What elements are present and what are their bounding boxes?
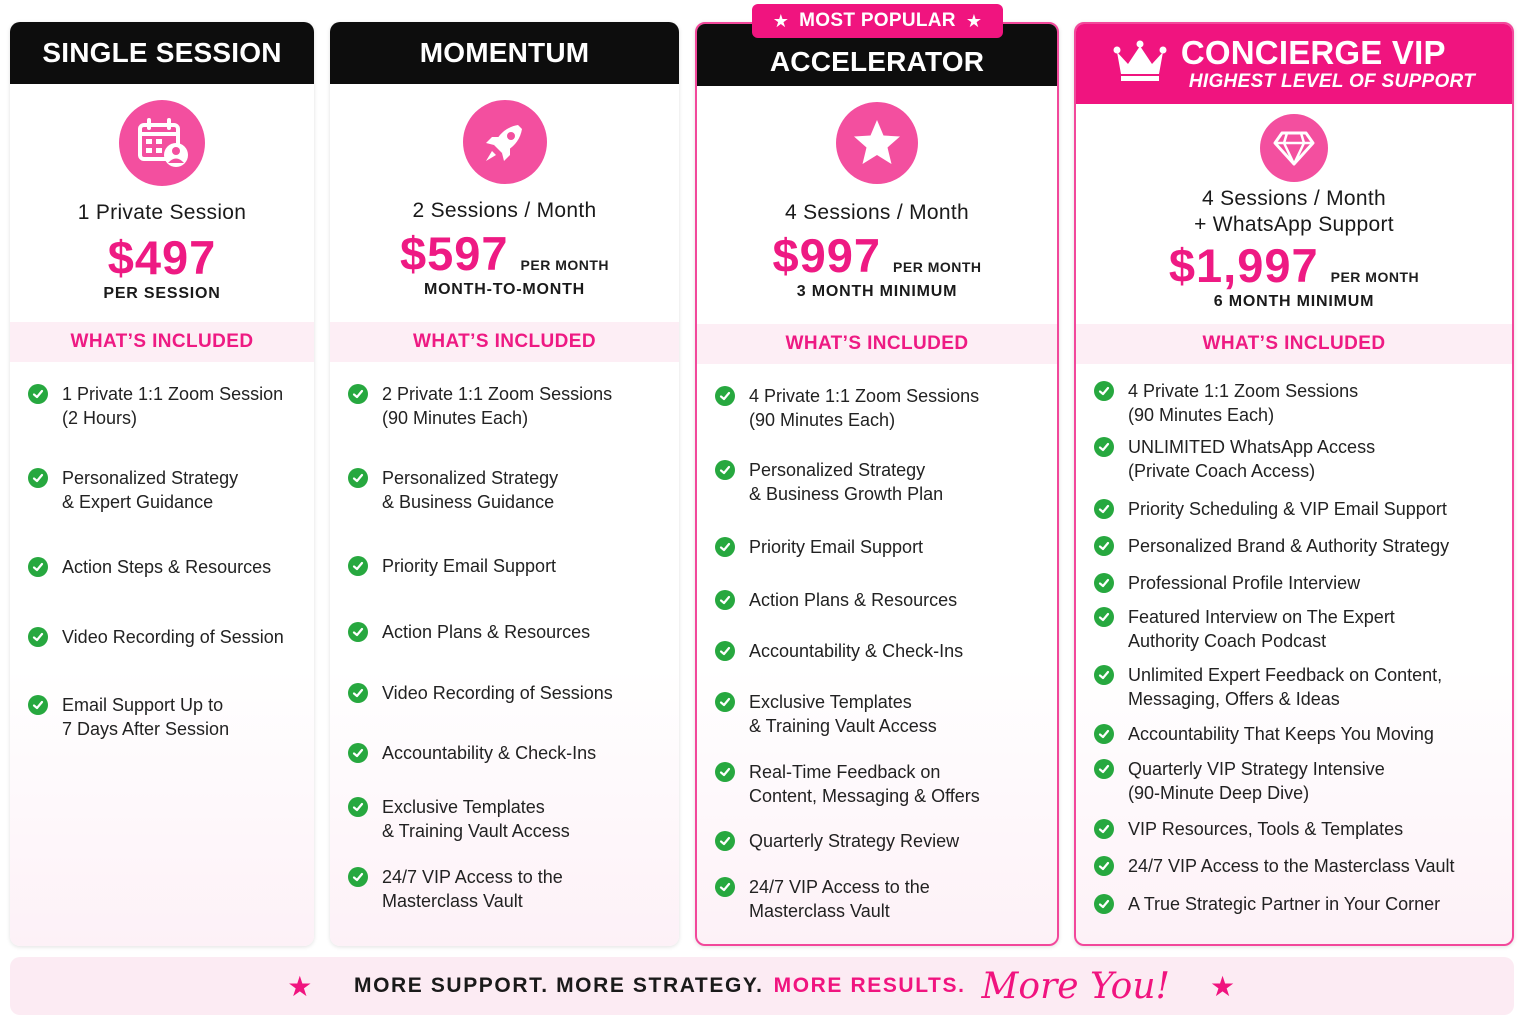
feature-item xyxy=(348,466,558,514)
whats-included-label: WHAT’S INCLUDED xyxy=(330,322,679,362)
feature-item xyxy=(715,588,957,612)
feature-item xyxy=(1094,854,1455,878)
check-icon xyxy=(715,762,735,782)
rocket-icon xyxy=(463,100,547,184)
plan-term: 6 MONTH MINIMUM xyxy=(1213,293,1375,310)
feature-item xyxy=(28,466,238,514)
feature-text: 2 Private 1:1 Zoom Sessions (90 Minutes Each) xyxy=(382,384,613,428)
check-icon xyxy=(28,384,48,404)
feature-item xyxy=(1094,817,1403,841)
feature-text: Video Recording of Session xyxy=(62,627,284,647)
plan-sessions: 4 Sessions / Month xyxy=(785,201,969,224)
check-icon xyxy=(715,641,735,661)
feature-item xyxy=(715,458,943,506)
check-icon xyxy=(1094,759,1114,779)
check-icon xyxy=(1094,381,1114,401)
feature-text: A True Strategic Partner in Your Corner xyxy=(1128,894,1441,914)
check-icon xyxy=(1094,819,1114,839)
plan-card-momentum[interactable] xyxy=(330,22,679,946)
check-icon xyxy=(348,622,368,642)
feature-text: 24/7 VIP Access to the Masterclass Vault xyxy=(1128,856,1455,876)
feature-item xyxy=(1094,571,1360,595)
feature-item xyxy=(1094,435,1375,483)
feature-item xyxy=(1094,892,1440,916)
check-icon xyxy=(1094,607,1114,627)
plan-per: PER MONTH xyxy=(1330,269,1420,285)
feature-text: Action Steps & Resources xyxy=(62,557,272,577)
feature-item xyxy=(1094,757,1385,805)
plan-title: SINGLE SESSION xyxy=(10,22,314,84)
feature-item xyxy=(715,829,959,853)
check-icon xyxy=(348,556,368,576)
check-icon xyxy=(28,557,48,577)
feature-text: Priority Email Support xyxy=(382,556,557,576)
feature-text: Professional Profile Interview xyxy=(1128,573,1361,593)
feature-text: Accountability & Check-Ins xyxy=(382,743,597,763)
feature-text: 4 Private 1:1 Zoom Sessions (90 Minutes Each) xyxy=(1128,381,1359,425)
check-icon xyxy=(715,692,735,712)
feature-text: 24/7 VIP Access to the Masterclass Vault xyxy=(749,877,930,921)
plan-card-single-session[interactable] xyxy=(10,22,314,946)
feature-item xyxy=(348,865,563,913)
plan-title: MOMENTUM xyxy=(330,22,679,84)
footer-script: More You! xyxy=(981,965,1170,1007)
feature-text: Action Plans & Resources xyxy=(749,590,958,610)
feature-item xyxy=(715,690,937,738)
feature-text: Priority Scheduling & VIP Email Support xyxy=(1128,499,1447,519)
feature-text: Priority Email Support xyxy=(749,537,924,557)
feature-item xyxy=(348,554,556,578)
crown-icon xyxy=(1113,40,1167,89)
plan-per: PER MONTH xyxy=(520,257,610,273)
star-icon: ★ xyxy=(287,970,314,1002)
check-icon xyxy=(715,831,735,851)
feature-text: Email Support Up to 7 Days After Session xyxy=(62,695,230,739)
feature-item xyxy=(28,693,229,741)
plan-title: ACCELERATOR xyxy=(697,24,1057,86)
check-icon xyxy=(348,384,368,404)
star-icon xyxy=(836,102,918,184)
plan-subtitle: HIGHEST LEVEL OF SUPPORT xyxy=(1188,71,1476,92)
plan-header xyxy=(1076,24,1512,104)
check-icon xyxy=(28,627,48,647)
feature-item xyxy=(348,681,613,705)
feature-text: Exclusive Templates & Training Vault Access xyxy=(749,692,937,736)
diamond-icon xyxy=(1260,114,1328,182)
feature-item xyxy=(28,382,283,430)
plan-card-concierge-vip[interactable] xyxy=(1074,22,1514,946)
plan-sessions: 4 Sessions / Month xyxy=(1202,187,1386,210)
whats-included-label: WHAT’S INCLUDED xyxy=(697,324,1057,364)
feature-text: Quarterly VIP Strategy Intensive (90-Minute Deep Dive) xyxy=(1128,759,1385,803)
plan-price: $497 xyxy=(107,231,217,284)
whats-included-label: WHAT’S INCLUDED xyxy=(10,322,314,362)
feature-item xyxy=(1094,722,1434,746)
star-icon: ★ xyxy=(965,10,983,31)
check-icon xyxy=(28,468,48,488)
feature-item xyxy=(348,795,570,843)
plan-sessions: 1 Private Session xyxy=(77,201,247,224)
plan-card-accelerator[interactable] xyxy=(695,22,1059,946)
feature-text: Featured Interview on The Expert Authority Coach Podcast xyxy=(1128,607,1395,651)
footer-text: MORE SUPPORT. MORE STRATEGY. xyxy=(353,974,764,997)
feature-item xyxy=(1094,379,1358,427)
check-icon xyxy=(715,590,735,610)
check-icon xyxy=(1094,665,1114,685)
feature-text: Personalized Strategy & Business Guidance xyxy=(382,468,559,512)
plan-title: CONCIERGE VIP xyxy=(1180,34,1446,71)
feature-text: 4 Private 1:1 Zoom Sessions (90 Minutes Each) xyxy=(749,386,980,430)
plan-sessions: 2 Sessions / Month xyxy=(412,199,597,222)
check-icon xyxy=(715,460,735,480)
feature-item xyxy=(1094,497,1447,521)
feature-item xyxy=(715,760,980,808)
feature-item xyxy=(715,535,923,559)
footer-banner xyxy=(10,957,1514,1015)
check-icon xyxy=(348,743,368,763)
plan-term: MONTH-TO-MONTH xyxy=(423,281,586,298)
feature-text: Accountability & Check-Ins xyxy=(749,641,964,661)
feature-item xyxy=(715,875,930,923)
plan-sessions-extra: + WhatsApp Support xyxy=(1194,213,1394,236)
check-icon xyxy=(348,797,368,817)
feature-text: Action Plans & Resources xyxy=(382,622,591,642)
check-icon xyxy=(348,867,368,887)
check-icon xyxy=(28,695,48,715)
check-icon xyxy=(1094,437,1114,457)
feature-item xyxy=(715,639,963,663)
feature-text: Accountability That Keeps You Moving xyxy=(1128,724,1434,744)
feature-item xyxy=(715,384,979,432)
feature-item xyxy=(348,741,596,765)
feature-item xyxy=(1094,534,1449,558)
plan-term: PER SESSION xyxy=(103,285,221,302)
feature-text: Unlimited Expert Feedback on Content, Messaging, Offers & Ideas xyxy=(1128,665,1443,709)
feature-text: 1 Private 1:1 Zoom Session (2 Hours) xyxy=(62,384,284,428)
feature-item xyxy=(348,620,590,644)
check-icon xyxy=(1094,856,1114,876)
badge-label: MOST POPULAR xyxy=(799,10,956,31)
feature-text: Personalized Brand & Authority Strategy xyxy=(1128,536,1450,556)
feature-text: Personalized Strategy & Expert Guidance xyxy=(62,468,239,512)
plan-price: $597 xyxy=(399,227,509,280)
plan-price: $997 xyxy=(772,229,882,282)
feature-text: UNLIMITED WhatsApp Access (Private Coach Access) xyxy=(1128,437,1376,481)
plan-per: PER MONTH xyxy=(893,259,982,275)
feature-item xyxy=(28,555,271,579)
most-popular-badge xyxy=(752,4,1003,38)
feature-text: Exclusive Templates & Training Vault Access xyxy=(382,797,570,841)
check-icon xyxy=(715,877,735,897)
feature-item xyxy=(1094,663,1442,711)
calendar-user-icon xyxy=(119,100,205,186)
feature-item xyxy=(1094,605,1395,653)
feature-text: Video Recording of Sessions xyxy=(382,683,613,703)
feature-text: Quarterly Strategy Review xyxy=(749,831,960,851)
plan-price: $1,997 xyxy=(1168,239,1319,292)
check-icon xyxy=(715,537,735,557)
check-icon xyxy=(1094,536,1114,556)
feature-item xyxy=(348,382,612,430)
star-icon: ★ xyxy=(772,10,790,31)
check-icon xyxy=(715,386,735,406)
check-icon xyxy=(1094,894,1114,914)
check-icon xyxy=(348,468,368,488)
star-icon: ★ xyxy=(1210,970,1237,1002)
feature-text: Personalized Strategy & Business Growth Plan xyxy=(749,460,944,504)
whats-included-label: WHAT’S INCLUDED xyxy=(1076,324,1512,364)
check-icon xyxy=(1094,499,1114,519)
plan-term: 3 MONTH MINIMUM xyxy=(796,283,958,300)
feature-text: VIP Resources, Tools & Templates xyxy=(1128,819,1404,839)
feature-text: Real-Time Feedback on Content, Messaging & Offers xyxy=(749,762,980,806)
feature-item xyxy=(28,625,284,649)
check-icon xyxy=(348,683,368,703)
check-icon xyxy=(1094,724,1114,744)
check-icon xyxy=(1094,573,1114,593)
feature-text: 24/7 VIP Access to the Masterclass Vault xyxy=(382,867,563,911)
footer-text-highlight: MORE RESULTS. xyxy=(773,974,966,997)
